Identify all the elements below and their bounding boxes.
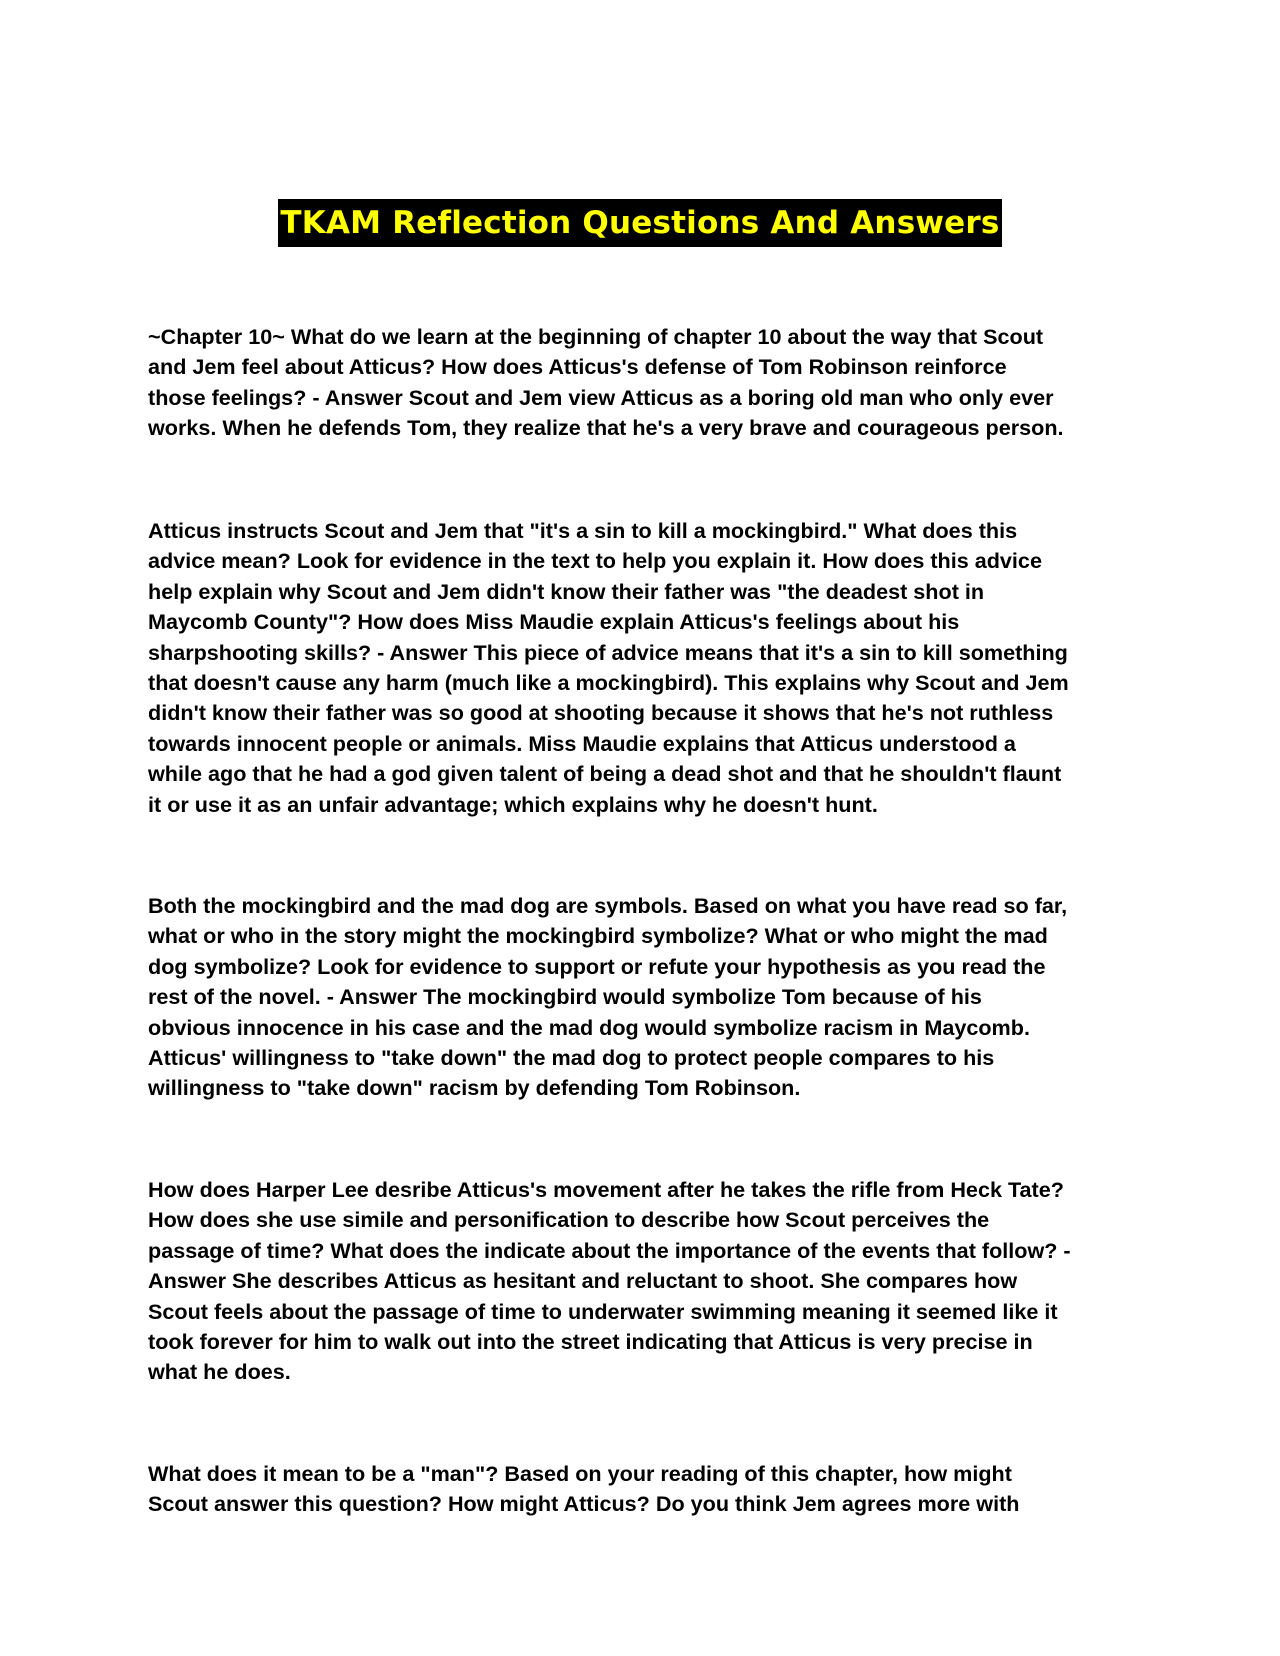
text-line: Maycomb County"? How does Miss Maudie explain Atticus's feelings about his <box>148 609 960 635</box>
text-line: Answer She describes Atticus as hesitant and reluctant to shoot. She compares how <box>148 1268 1018 1294</box>
text-line: Atticus instructs Scout and Jem that "it's a sin to kill a mockingbird." What does this <box>148 518 1018 543</box>
text-line: ~Chapter 10~ What do we learn at the beginning of chapter 10 about the way that Scout <box>148 324 1044 349</box>
text-line: obvious innocence in his case and the mad dog would symbolize racism in Maycomb. <box>148 1014 1030 1040</box>
qa-block-mockingbird-advice <box>148 516 1148 820</box>
text-line: works. When he defends Tom, they realize that he's a very brave and courageous person. <box>148 415 1064 441</box>
text-line: willingness to "take down" racism by defending Tom Robinson. <box>148 1075 801 1101</box>
text-line: Both the mockingbird and the mad dog are symbols. Based on what you have read so far, <box>148 893 1068 918</box>
text-line: passage of time? What does the indicate about the importance of the events that follow? - <box>148 1237 1071 1263</box>
text-line: while ago that he had a god given talent of being a dead shot and that he shouldn't flaunt <box>148 761 1062 787</box>
text-line: what or who in the story might the mockingbird symbolize? What or who might the mad <box>148 923 1048 949</box>
text-line: what he does. <box>148 1359 291 1385</box>
qa-block-symbols <box>148 891 1148 1104</box>
text-line: towards innocent people or animals. Miss Maudie explains that Atticus understood a <box>148 730 1016 756</box>
text-line: those feelings? - Answer Scout and Jem view Atticus as a boring old man who only ever <box>148 384 1054 410</box>
text-line: help explain why Scout and Jem didn't know their father was "the deadest shot in <box>148 578 985 604</box>
text-line: Scout feels about the passage of time to underwater swimming meaning it seemed like it <box>148 1298 1058 1324</box>
qa-block-chapter-10 <box>148 322 1148 444</box>
text-line: and Jem feel about Atticus? How does Atticus's defense of Tom Robinson reinforce <box>148 354 1007 380</box>
text-line: didn't know their father was so good at shooting because it shows that he's not ruthless <box>148 700 1054 726</box>
text-line: took forever for him to walk out into the street indicating that Atticus is very precise in <box>148 1329 1033 1355</box>
text-line: Atticus' willingness to "take down" the mad dog to protect people compares to his <box>148 1045 995 1071</box>
title-container <box>0 199 1280 247</box>
text-line: How does she use simile and personification to describe how Scout perceives the <box>148 1207 990 1233</box>
text-line: Scout answer this question? How might Atticus? Do you think Jem agrees more with <box>148 1491 1020 1517</box>
text-line: that doesn't cause any harm (much like a mockingbird). This explains why Scout and Jem <box>148 670 1069 696</box>
text-line: dog symbolize? Look for evidence to support or refute your hypothesis as you read the <box>148 953 1046 979</box>
text-line: How does Harper Lee desribe Atticus's movement after he takes the rifle from Heck Tate? <box>148 1177 1064 1202</box>
qa-block-atticus-movement <box>148 1175 1148 1388</box>
document-title: TKAM Reflection Questions And Answers <box>278 199 1001 247</box>
text-line: sharpshooting skills? - Answer This piece of advice means that it's a sin to kill something <box>148 639 1068 665</box>
text-line: advice mean? Look for evidence in the text to help you explain it. How does this advice <box>148 548 1042 574</box>
text-line: rest of the novel. - Answer The mockingbird would symbolize Tom because of his <box>148 984 982 1010</box>
qa-block-being-a-man <box>148 1459 1148 1520</box>
text-line: What does it mean to be a "man"? Based on your reading of this chapter, how might <box>148 1461 1012 1486</box>
text-line: it or use it as an unfair advantage; which explains why he doesn't hunt. <box>148 791 878 817</box>
